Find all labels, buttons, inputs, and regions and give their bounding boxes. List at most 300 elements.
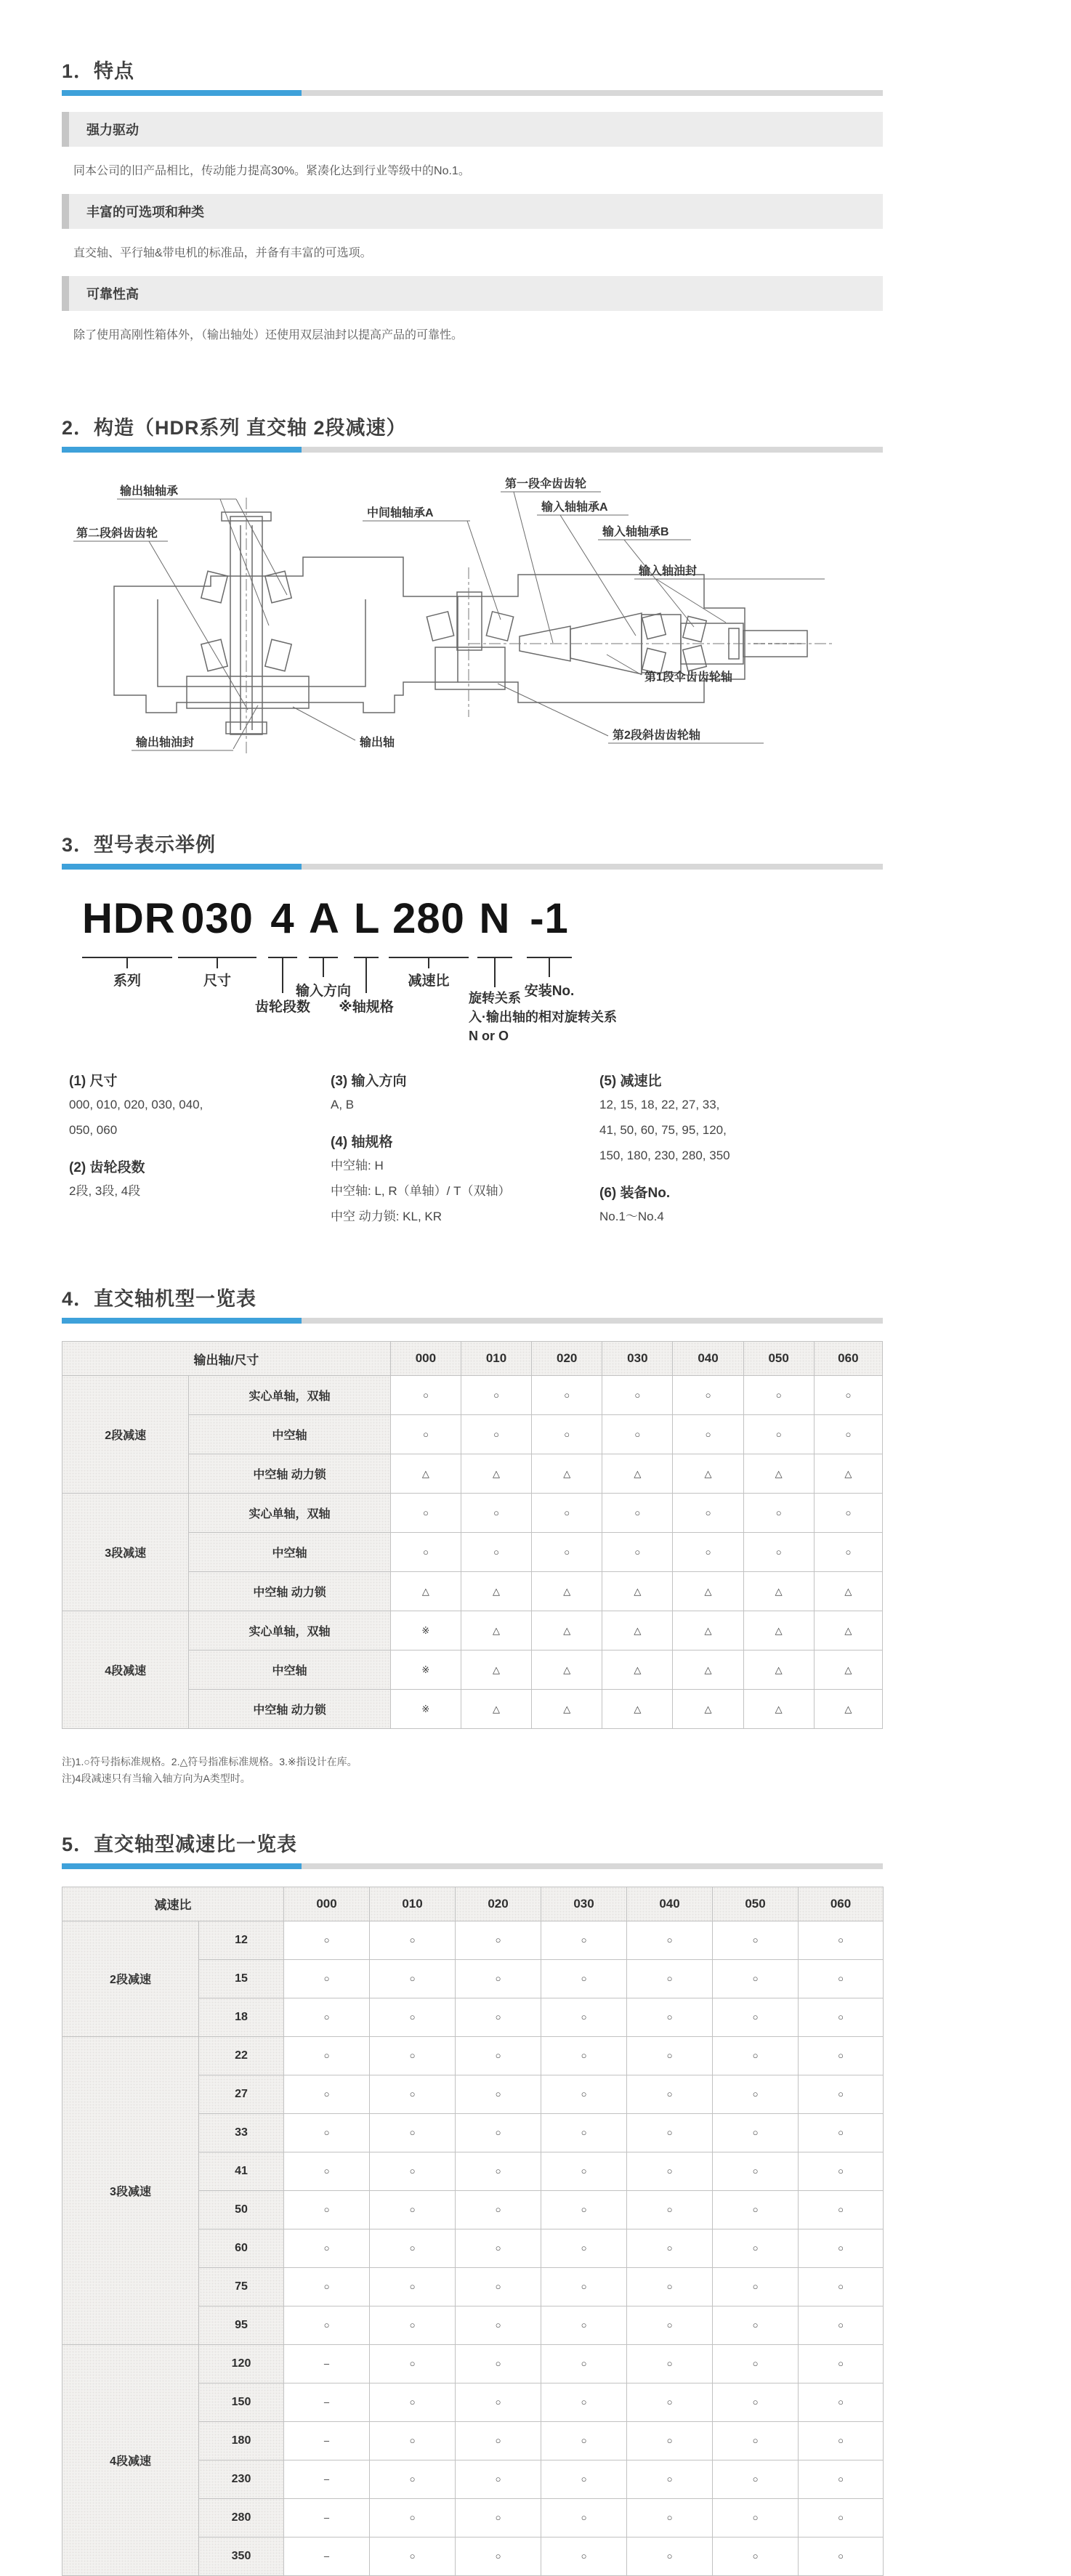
table-row-header: 350 xyxy=(199,2537,284,2575)
section-heading-wrap xyxy=(62,412,883,453)
model-code-segment: HDR xyxy=(82,895,176,942)
table-cell: ○ xyxy=(814,1494,882,1533)
section-heading: 3．型号表示举例 xyxy=(62,834,217,856)
table-cell: ○ xyxy=(799,2267,884,2306)
table-cell: △ xyxy=(814,1572,882,1611)
feature-body: 直交轴、平行轴&带电机的标准品，并备有丰富的可选项。 xyxy=(73,247,372,259)
heading-rule xyxy=(62,1318,883,1324)
section-heading-wrap xyxy=(62,1283,883,1324)
model-code-segment: A xyxy=(309,895,340,942)
table-cell: ○ xyxy=(602,1376,673,1415)
model-segment-label xyxy=(286,996,446,1016)
table-cell: ○ xyxy=(799,2229,884,2267)
leader-line xyxy=(293,707,355,740)
table-cell: ○ xyxy=(284,1921,370,1959)
table-cell: ○ xyxy=(284,2036,370,2075)
table-col-header: 060 xyxy=(814,1342,882,1376)
table-cell: ○ xyxy=(456,2460,541,2498)
table-col-header: 000 xyxy=(390,1342,461,1376)
section-model-number xyxy=(62,829,883,1229)
table-row-header: 中空轴 动力锁 xyxy=(189,1454,391,1494)
model-tick-drop xyxy=(217,957,218,968)
ratio-table xyxy=(62,1887,884,2576)
section-ratio-table xyxy=(62,1828,883,2576)
table-cell: ○ xyxy=(799,1959,884,1998)
table-cell: △ xyxy=(673,1454,743,1494)
table-cell: ○ xyxy=(541,2344,627,2383)
table-cell: ○ xyxy=(532,1415,602,1454)
heading-rule-accent xyxy=(62,864,302,870)
table-cell: ○ xyxy=(627,2267,713,2306)
table-cell: ○ xyxy=(713,2498,799,2537)
table-cell: △ xyxy=(532,1690,602,1729)
table-cell: △ xyxy=(743,1572,814,1611)
table-cell: △ xyxy=(532,1650,602,1690)
model-code-segment: L xyxy=(354,895,381,942)
diagram-label-input-shaft-oil-seal: 输入轴油封 xyxy=(639,565,698,578)
table-cell: ○ xyxy=(799,2152,884,2190)
section-heading-wrap xyxy=(62,55,883,96)
model-tick-drop xyxy=(549,957,550,977)
leader-line xyxy=(498,684,608,736)
table-group-header: 3段减速 xyxy=(62,2036,199,2344)
leader-line xyxy=(236,499,287,595)
model-segment-label-line: 系列 xyxy=(113,973,141,989)
table-corner-header: 输出轴/尺寸 xyxy=(62,1342,391,1376)
table-cell: ○ xyxy=(456,2229,541,2267)
section-heading: 1．特点 xyxy=(62,60,135,82)
table-cell: ○ xyxy=(456,1921,541,1959)
table-cell: △ xyxy=(461,1611,531,1650)
table-row-header: 18 xyxy=(199,1998,284,2036)
model-code-segment: 030 xyxy=(181,895,254,942)
table-cell: ○ xyxy=(627,2036,713,2075)
table-cell: ○ xyxy=(532,1494,602,1533)
table-cell: ○ xyxy=(370,2306,456,2344)
diagram-label-output-shaft-bearing: 输出轴轴承 xyxy=(120,485,179,498)
legend-block-title: (1) 尺寸 xyxy=(69,1074,118,1089)
table-cell: △ xyxy=(814,1454,882,1494)
table-cell: ○ xyxy=(799,2383,884,2421)
table-col-header: 010 xyxy=(461,1342,531,1376)
table-cell: ○ xyxy=(713,2113,799,2152)
table-cell: ○ xyxy=(713,2537,799,2575)
table-cell: ○ xyxy=(456,2421,541,2460)
table-row-header: 95 xyxy=(199,2306,284,2344)
table-cell: ○ xyxy=(284,1998,370,2036)
table-cell: ○ xyxy=(370,2421,456,2460)
leader-line xyxy=(467,521,501,620)
model-segment-label-line: 安装No. xyxy=(524,984,575,999)
heading-rule xyxy=(62,864,883,870)
table-cell: ○ xyxy=(713,2383,799,2421)
table-note-line: 注)1.○符号指标准规格。2.△符号指准标准规格。3.※指设计在库。 xyxy=(62,1756,357,1768)
heading-rule xyxy=(62,90,883,96)
legend-line: 2段, 3段, 4段 xyxy=(69,1183,141,1198)
model-code-segment: N xyxy=(479,895,511,942)
table-cell: ○ xyxy=(799,2306,884,2344)
leader-line xyxy=(233,705,258,749)
table-row-header: 22 xyxy=(199,2036,284,2075)
table-cell: ○ xyxy=(370,2383,456,2421)
table-cell: ○ xyxy=(456,2036,541,2075)
feature-title: 可靠性高 xyxy=(86,287,139,301)
table-cell: ○ xyxy=(370,2344,456,2383)
legend-line: 中空轴: H xyxy=(331,1158,384,1172)
table-cell: △ xyxy=(602,1572,673,1611)
table-row-header: 280 xyxy=(199,2498,284,2537)
table-cell: ○ xyxy=(799,2036,884,2075)
table-cell: ○ xyxy=(541,2421,627,2460)
table-cell: △ xyxy=(532,1572,602,1611)
table-notes xyxy=(62,1754,883,1787)
table-cell: ○ xyxy=(461,1376,531,1415)
table-cell: ○ xyxy=(713,1921,799,1959)
table-cell: ○ xyxy=(602,1533,673,1572)
table-cell: ○ xyxy=(799,2344,884,2383)
table-row-header: 41 xyxy=(199,2152,284,2190)
table-cell: ○ xyxy=(284,2152,370,2190)
table-cell: ○ xyxy=(541,2498,627,2537)
legend-line: 000, 010, 020, 030, 040, xyxy=(69,1098,203,1111)
diagram-label-first-stage-bevel-gear-shaft: 第1段伞齿齿轮轴 xyxy=(644,671,732,684)
feature-title: 强力驱动 xyxy=(86,123,139,137)
table-cell: ○ xyxy=(461,1533,531,1572)
table-cell: ○ xyxy=(390,1415,461,1454)
table-cell: ○ xyxy=(370,1921,456,1959)
table-cell: △ xyxy=(390,1454,461,1494)
table-cell: ○ xyxy=(743,1415,814,1454)
table-cell: ○ xyxy=(456,1959,541,1998)
model-tick-drop xyxy=(428,957,429,968)
table-cell: △ xyxy=(461,1454,531,1494)
table-cell: ○ xyxy=(799,2460,884,2498)
diagram-labels xyxy=(73,477,825,750)
legend-line: A, B xyxy=(331,1098,355,1111)
table-row-header: 50 xyxy=(199,2190,284,2229)
table-cell: ○ xyxy=(713,1959,799,1998)
table-cell: ○ xyxy=(541,2075,627,2113)
model-number-diagram xyxy=(62,890,883,1057)
model-segment-label-line: 入·输出轴的相对旋转关系 xyxy=(469,1010,617,1024)
feature-list xyxy=(62,112,883,342)
section-structure xyxy=(62,412,883,777)
table-cell: ○ xyxy=(284,2075,370,2113)
table-cell: ※ xyxy=(390,1650,461,1690)
table-row-header: 实心单轴，双轴 xyxy=(189,1494,391,1533)
leader-line xyxy=(607,655,642,675)
legend-block-title: (6) 装备No. xyxy=(599,1185,671,1201)
table-cell: ○ xyxy=(627,2113,713,2152)
table-cell: ○ xyxy=(390,1533,461,1572)
table-cell: △ xyxy=(743,1454,814,1494)
table-cell: △ xyxy=(602,1650,673,1690)
table-cell: ○ xyxy=(799,1921,884,1959)
table-cell: ○ xyxy=(627,1998,713,2036)
table-cell: ○ xyxy=(284,2190,370,2229)
table-cell: ○ xyxy=(541,2152,627,2190)
table-cell: △ xyxy=(461,1690,531,1729)
model-table xyxy=(62,1341,883,1729)
table-group-header: 4段减速 xyxy=(62,2344,199,2575)
table-row-header: 实心单轴，双轴 xyxy=(189,1376,391,1415)
diagram-label-input-shaft-bearing-b: 输入轴轴承B xyxy=(602,526,669,538)
legend-block-title: (3) 输入方向 xyxy=(331,1074,407,1089)
table-cell: △ xyxy=(532,1454,602,1494)
table-cell: ○ xyxy=(743,1494,814,1533)
table-cell: ○ xyxy=(541,2460,627,2498)
diagram-label-second-stage-helical-gear: 第二段斜齿齿轮 xyxy=(76,527,158,540)
table-cell: ○ xyxy=(713,1998,799,2036)
table-cell: △ xyxy=(814,1611,882,1650)
table-cell: ○ xyxy=(673,1376,743,1415)
table-cell: ○ xyxy=(627,2190,713,2229)
gearbox-drawing xyxy=(114,512,807,734)
table-cell: ※ xyxy=(390,1690,461,1729)
table-cell: △ xyxy=(673,1611,743,1650)
table-cell: ○ xyxy=(673,1533,743,1572)
leader-line xyxy=(220,499,269,625)
table-col-header: 030 xyxy=(541,1887,627,1921)
table-cell: ○ xyxy=(541,2113,627,2152)
feature-box xyxy=(62,276,883,311)
table-group-header: 3段减速 xyxy=(62,1494,189,1611)
table-cell: ○ xyxy=(541,1959,627,1998)
legend-line: 12, 15, 18, 22, 27, 33, xyxy=(599,1098,720,1111)
table-cell: ○ xyxy=(370,1959,456,1998)
table-cell: ○ xyxy=(627,2306,713,2344)
table-cell: ○ xyxy=(541,2036,627,2075)
table-col-header: 030 xyxy=(602,1342,673,1376)
table-row-header: 230 xyxy=(199,2460,284,2498)
model-legend xyxy=(62,1057,883,1229)
diagram-label-output-shaft: 输出轴 xyxy=(360,737,395,749)
table-row-header: 75 xyxy=(199,2267,284,2306)
legend-line: 41, 50, 60, 75, 95, 120, xyxy=(599,1122,727,1137)
table-cell: – xyxy=(284,2460,370,2498)
table-cell: ○ xyxy=(541,2190,627,2229)
table-cell: ○ xyxy=(627,2152,713,2190)
table-cell: ○ xyxy=(370,2498,456,2537)
table-cell: ○ xyxy=(541,2267,627,2306)
table-cell: ○ xyxy=(713,2152,799,2190)
table-cell: – xyxy=(284,2421,370,2460)
diagram-label-intermediate-shaft-bearing-a: 中间轴轴承A xyxy=(367,507,434,519)
heading-rule-accent xyxy=(62,447,302,453)
table-cell: △ xyxy=(673,1690,743,1729)
diagram-label-input-shaft-bearing-a: 输入轴轴承A xyxy=(541,501,608,514)
model-code-segment: 280 xyxy=(392,895,465,942)
model-code-segment: -1 xyxy=(530,895,569,942)
legend-line: 中空 动力锁: KL, KR xyxy=(331,1209,442,1223)
model-segment-label-line: 尺寸 xyxy=(203,973,231,989)
diagram-label-second-stage-helical-gear-shaft: 第2段斜齿齿轮轴 xyxy=(613,729,700,742)
table-cell: ○ xyxy=(456,1998,541,2036)
feature-box xyxy=(62,194,883,229)
table-cell: ○ xyxy=(541,2383,627,2421)
legend-block-title: (2) 齿轮段数 xyxy=(69,1159,145,1175)
table-cell: ○ xyxy=(627,2229,713,2267)
feature-box xyxy=(62,112,883,147)
table-col-header: 060 xyxy=(799,1887,884,1921)
table-cell: ○ xyxy=(284,2229,370,2267)
table-cell: ○ xyxy=(456,2190,541,2229)
table-col-header: 040 xyxy=(673,1342,743,1376)
table-cell: ○ xyxy=(814,1415,882,1454)
center-lines xyxy=(246,498,835,756)
table-cell: ○ xyxy=(370,1998,456,2036)
table-row-header: 60 xyxy=(199,2229,284,2267)
table-cell: – xyxy=(284,2537,370,2575)
table-cell: ○ xyxy=(370,2537,456,2575)
table-cell: ○ xyxy=(627,1959,713,1998)
table-cell: ○ xyxy=(713,2190,799,2229)
table-cell: ○ xyxy=(627,1921,713,1959)
section-model-table xyxy=(62,1283,883,1787)
table-cell: ○ xyxy=(541,2229,627,2267)
legend-column xyxy=(331,1057,599,1229)
table-cell: ○ xyxy=(799,2421,884,2460)
section-heading-wrap xyxy=(62,829,883,870)
section-heading: 2．构造（HDR系列 直交轴 2段减速） xyxy=(62,417,407,439)
table-cell: ○ xyxy=(814,1376,882,1415)
legend-column xyxy=(599,1057,883,1229)
table-cell: ○ xyxy=(370,2190,456,2229)
table-cell: ※ xyxy=(390,1611,461,1650)
table-cell: ○ xyxy=(456,2267,541,2306)
table-cell: ○ xyxy=(627,2344,713,2383)
table-group-header: 4段减速 xyxy=(62,1611,189,1729)
table-cell: ○ xyxy=(627,2075,713,2113)
table-cell: ○ xyxy=(799,2075,884,2113)
table-row-header: 中空轴 xyxy=(189,1533,391,1572)
table-cell: ○ xyxy=(370,2113,456,2152)
table-cell: ○ xyxy=(602,1415,673,1454)
table-cell: ○ xyxy=(713,2267,799,2306)
heading-rule-accent xyxy=(62,90,302,96)
model-segment-label-line: 旋转关系 xyxy=(469,991,521,1005)
leader-line xyxy=(514,492,553,643)
model-segment-label-line: 减速比 xyxy=(408,973,450,989)
table-cell: ○ xyxy=(541,2306,627,2344)
legend-block-title: (5) 减速比 xyxy=(599,1074,662,1089)
table-cell: ○ xyxy=(456,2113,541,2152)
model-tick-drop xyxy=(126,957,128,968)
table-cell: ○ xyxy=(370,2229,456,2267)
table-row-header: 12 xyxy=(199,1921,284,1959)
table-cell: △ xyxy=(461,1572,531,1611)
table-cell: – xyxy=(284,2344,370,2383)
section-features xyxy=(62,55,883,342)
table-cell: ○ xyxy=(456,2537,541,2575)
model-tick-drop xyxy=(323,957,324,977)
table-row-header: 27 xyxy=(199,2075,284,2113)
table-cell: ○ xyxy=(743,1376,814,1415)
table-cell: ○ xyxy=(370,2152,456,2190)
model-segment-label-line: 齿轮段数 xyxy=(254,1000,310,1015)
table-cell: ○ xyxy=(461,1415,531,1454)
table-cell: ○ xyxy=(743,1533,814,1572)
table-cell: ○ xyxy=(627,2383,713,2421)
diagram-label-output-shaft-oil-seal: 输出轴油封 xyxy=(136,737,195,749)
table-cell: △ xyxy=(602,1690,673,1729)
table-cell: ○ xyxy=(713,2344,799,2383)
table-cell: ○ xyxy=(456,2498,541,2537)
table-col-header: 000 xyxy=(284,1887,370,1921)
feature-body: 同本公司的旧产品相比，传动能力提高30%。紧凑化达到行业等级中的No.1。 xyxy=(73,165,470,177)
table-row-header: 33 xyxy=(199,2113,284,2152)
table-cell: ○ xyxy=(370,2075,456,2113)
table-cell: ○ xyxy=(541,2537,627,2575)
table-cell: ○ xyxy=(627,2498,713,2537)
diagram-label-first-stage-bevel-gear: 第一段伞齿齿轮 xyxy=(505,478,587,490)
table-cell: ○ xyxy=(456,2075,541,2113)
table-cell: △ xyxy=(673,1650,743,1690)
table-row-header: 中空轴 动力锁 xyxy=(189,1690,391,1729)
table-cell: ○ xyxy=(799,2498,884,2537)
table-cell: ○ xyxy=(627,2421,713,2460)
table-col-header: 050 xyxy=(743,1342,814,1376)
table-cell: △ xyxy=(673,1572,743,1611)
table-cell: ○ xyxy=(713,2306,799,2344)
legend-column xyxy=(62,1057,331,1229)
table-corner-header: 减速比 xyxy=(62,1887,284,1921)
table-cell: △ xyxy=(602,1454,673,1494)
table-cell: △ xyxy=(461,1650,531,1690)
table-cell: ○ xyxy=(390,1376,461,1415)
table-cell: △ xyxy=(743,1650,814,1690)
model-segment-label-line: 输入方向 xyxy=(295,984,351,999)
table-cell: △ xyxy=(532,1611,602,1650)
table-cell: ○ xyxy=(456,2152,541,2190)
table-cell: ○ xyxy=(627,2537,713,2575)
table-cell: △ xyxy=(602,1611,673,1650)
table-cell: ○ xyxy=(284,2267,370,2306)
section-heading: 5．直交轴型减速比一览表 xyxy=(62,1833,298,1855)
table-row-header: 180 xyxy=(199,2421,284,2460)
table-cell: △ xyxy=(814,1690,882,1729)
table-cell: △ xyxy=(743,1690,814,1729)
table-cell: ○ xyxy=(370,2036,456,2075)
heading-rule xyxy=(62,447,883,453)
structure-diagram xyxy=(62,464,883,777)
table-cell: ○ xyxy=(284,2113,370,2152)
table-col-header: 040 xyxy=(627,1887,713,1921)
table-cell: ○ xyxy=(284,1959,370,1998)
table-cell: ○ xyxy=(713,2460,799,2498)
table-cell: ○ xyxy=(456,2383,541,2421)
model-segment-label-line: N or O xyxy=(469,1029,509,1043)
table-cell: ○ xyxy=(713,2421,799,2460)
section-heading: 4．直交轴机型一览表 xyxy=(62,1288,257,1311)
legend-line: 150, 180, 230, 280, 350 xyxy=(599,1148,730,1162)
table-cell: ○ xyxy=(370,2460,456,2498)
table-cell: ○ xyxy=(799,1998,884,2036)
table-cell: ○ xyxy=(799,2190,884,2229)
legend-line: No.1～No.4 xyxy=(599,1209,664,1223)
model-segment-label-line: ※轴规格 xyxy=(339,1000,394,1015)
table-row-header: 15 xyxy=(199,1959,284,1998)
table-cell: ○ xyxy=(284,2306,370,2344)
table-cell: ○ xyxy=(799,2113,884,2152)
table-col-header: 020 xyxy=(532,1342,602,1376)
heading-rule-accent xyxy=(62,1863,302,1869)
table-cell: △ xyxy=(390,1572,461,1611)
table-cell: ○ xyxy=(602,1494,673,1533)
table-cell: ○ xyxy=(390,1494,461,1533)
leader-line xyxy=(149,541,248,710)
table-col-header: 010 xyxy=(370,1887,456,1921)
